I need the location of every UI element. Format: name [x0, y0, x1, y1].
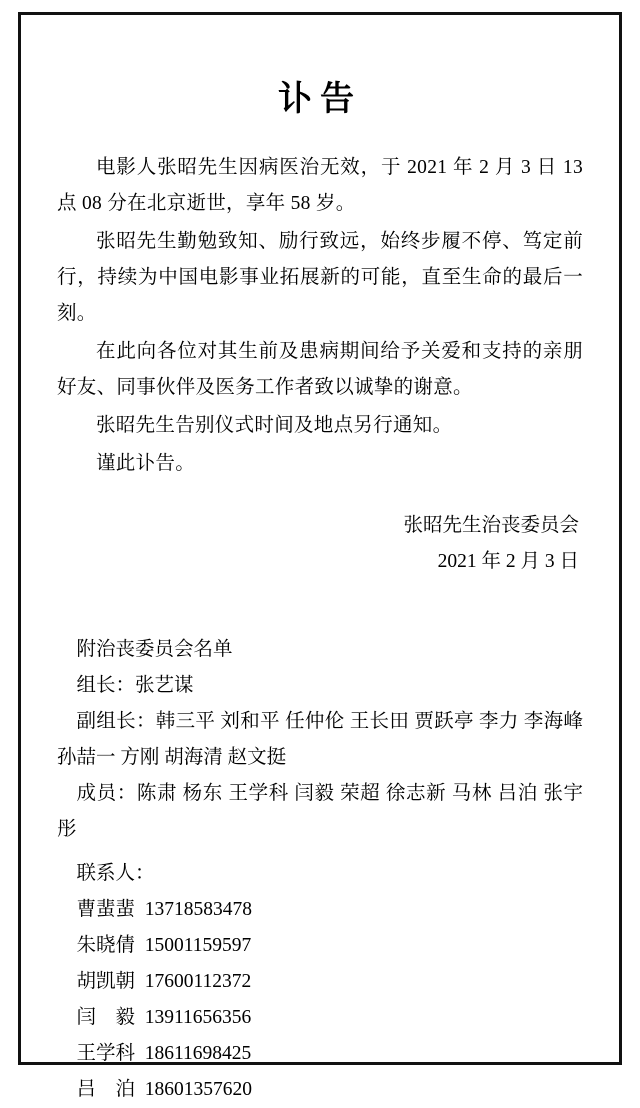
contact-name: 朱晓倩 [76, 935, 136, 956]
contact-phone: 17600112372 [144, 971, 252, 992]
contact-phone: 13911656356 [144, 1007, 252, 1028]
contact-item [57, 1036, 583, 1072]
contacts-list [57, 892, 583, 1108]
contact-phone: 18601357620 [144, 1079, 253, 1100]
committee-heading: 附治丧委员会名单 [76, 639, 233, 660]
contact-phone: 18611698425 [144, 1043, 252, 1064]
contact-item [57, 964, 583, 1000]
contact-phone: 15001159597 [144, 935, 252, 956]
signature-block [57, 508, 583, 580]
paragraph-2: 张昭先生勤勉致知、励行致远，始终步履不停、笃定前行，持续为中国电影事业拓展新的可能，直至生命的最后一刻。 [57, 231, 583, 324]
paragraph-4: 张昭先生告别仪式时间及地点另行通知。 [96, 415, 453, 436]
document-body [57, 33, 583, 1100]
committee-members: 成员：陈肃 杨东 王学科 闫毅 荣超 徐志新 马林 吕泊 张宇彤 [57, 783, 583, 840]
contact-name: 王学科 [76, 1043, 136, 1064]
committee-leader: 组长：张艺谋 [76, 675, 194, 696]
contact-phone: 13718583478 [144, 899, 253, 920]
paragraph-5: 谨此讣告。 [96, 453, 196, 474]
paragraph-1: 电影人张昭先生因病医治无效，于 2021 年 2 月 3 日 13 点 08 分在北京逝世，享年 58 岁。 [57, 157, 583, 214]
contact-item [57, 892, 583, 928]
paragraph-3: 在此向各位对其生前及患病期间给予关爱和支持的亲朋好友、同事伙伴及医务工作者致以诚挚的谢意。 [57, 341, 583, 398]
contact-item [57, 928, 583, 964]
contact-name: 吕 泊 [76, 1079, 136, 1100]
page-title: 讣告 [278, 81, 362, 118]
committee-section [57, 632, 583, 1108]
committee-deputy-leaders: 副组长：韩三平 刘和平 任仲伦 王长田 贾跃亭 李力 李海峰 孙喆一 方刚 胡海清 赵文挺 [57, 711, 583, 768]
signature-organization: 张昭先生治丧委员会 [403, 515, 579, 536]
contact-name: 闫 毅 [76, 1007, 136, 1028]
signature-date: 2021 年 2 月 3 日 [437, 551, 579, 572]
contact-item [57, 1000, 583, 1036]
contact-item [57, 1072, 583, 1108]
document-frame [18, 12, 622, 1100]
contacts-heading: 联系人： [76, 863, 155, 884]
contact-name: 胡凯朝 [76, 971, 136, 992]
contact-name: 曹蜚蜚 [76, 899, 136, 920]
